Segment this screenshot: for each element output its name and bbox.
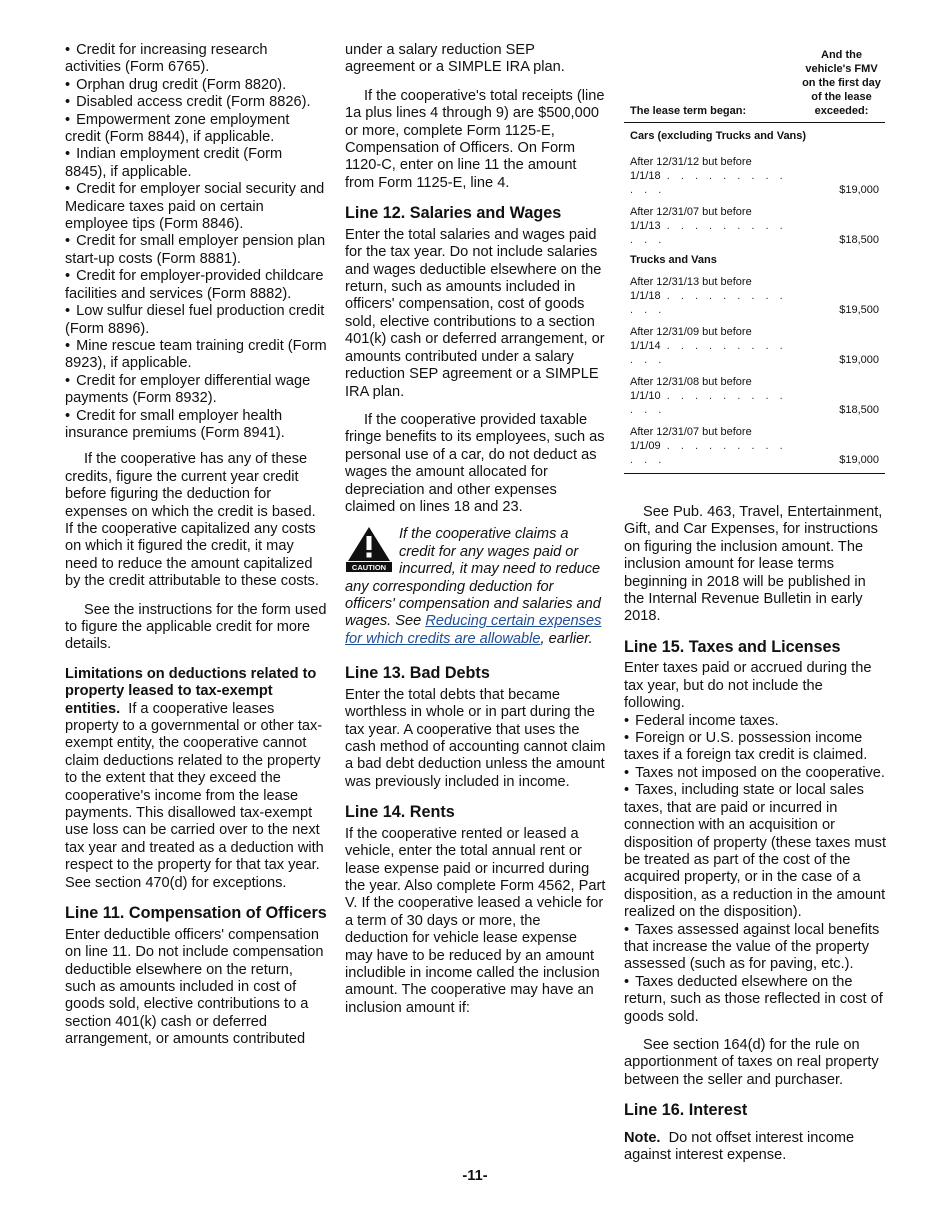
list-item: • Taxes not imposed on the cooperative. xyxy=(624,765,886,782)
caution-label: CAUTION xyxy=(351,563,387,573)
column-right xyxy=(624,48,886,1165)
table-row xyxy=(624,143,885,197)
list-item: • Credit for employer differential wage payments (Form 8932). xyxy=(65,373,327,408)
table-row xyxy=(624,197,885,247)
lease-end: 1/1/14 xyxy=(630,340,661,352)
list-item: • Credit for small employer health insurance premiums (Form 8941). xyxy=(65,408,327,443)
table-header-fmv: And the vehicle's FMV on the first day of the lease exceeded: xyxy=(802,49,881,117)
line12-heading: Line 12. Salaries and Wages xyxy=(345,204,562,223)
lease-end: 1/1/18 xyxy=(630,290,661,302)
line14-body: If the cooperative rented or leased a vehicle, enter the total annual rent or lease expense paid or incurred during the year. Also complete Form 4562, Part V. If the cooperative leased a vehicle for a term of 30 days or more, the deduction for vehicle lease expense may have to be reduced by an amount includible in income called the inclusion amount. The cooperative may have an inclusion amount if: xyxy=(345,825,606,1016)
table-header-lease-term: The lease term began: xyxy=(630,105,747,117)
caution-text-end: , earlier. xyxy=(540,630,593,647)
table-row xyxy=(624,267,885,317)
receipts-paragraph: If the cooperative's total receipts (line 1a plus lines 4 through 9) are $500,000 or more, complete Form 1125-E, Compensation of Officers. On Form 1120-C, enter on line 11 the amount from Form 1125-E, line 4. xyxy=(345,87,605,191)
fmv-value: $18,500 xyxy=(839,404,879,416)
section164-paragraph: See section 164(d) for the rule on apportionment of taxes on real property between the seller and purchaser. xyxy=(624,1036,879,1088)
lease-end: 1/1/09 xyxy=(630,440,661,452)
limitations-paragraph xyxy=(65,666,327,892)
lease-end: 1/1/10 xyxy=(630,390,661,402)
list-item: • Foreign or U.S. possession income taxes if a foreign tax credit is claimed. xyxy=(624,730,886,765)
lease-end: 1/1/13 xyxy=(630,220,661,232)
column-middle xyxy=(345,42,607,1017)
credit-bullet-list xyxy=(65,42,327,442)
continued-text: under a salary reduction SEP agreement or a SIMPLE IRA plan. xyxy=(345,42,565,76)
list-item: • Empowerment zone employment credit (Form 8844), if applicable. xyxy=(65,112,327,147)
limitations-heading: Limitations on deductions related to property leased to tax-exempt entities. xyxy=(65,665,317,717)
line11-body: Enter deductible officers' compensation on line 11. Do not include compensation deductible elsewhere on the return, such as amounts included in cost of goods sold, elective contributions to a section 401(k) cash or deferred arrangement, or amounts contributed xyxy=(65,926,324,1048)
note-text: Do not offset interest income against interest expense. xyxy=(624,1129,855,1164)
inclusion-amount-table xyxy=(624,48,885,474)
fmv-value: $19,500 xyxy=(839,304,879,316)
lease-start: After 12/31/12 but before xyxy=(630,156,752,168)
list-item: • Credit for small employer pension plan start-up costs (Form 8881). xyxy=(65,233,327,268)
table-row xyxy=(624,367,885,417)
list-item: • Taxes, including state or local sales taxes, that are paid or incurred in connection with an acquisition or disposition of property (these taxes must be treated as part of the cost of the acquired property, or in the case of a disposition, as a reduction in the amount realized on the disposition). xyxy=(624,782,886,921)
leader-dots: . . . . . . . . . . . . xyxy=(630,340,787,366)
lease-start: After 12/31/07 but before xyxy=(630,206,752,218)
limitations-body: If a cooperative leases property to a governmental or other tax-exempt entity, the cooperative cannot claim deductions related to the property to the extent that they exceed the cooperative's income from the lease payments. This disallowed tax-exempt use loss can be carried over to the next tax year and treated as a deduction with respect to the property for that tax year. See section 470(d) for exceptions. xyxy=(65,700,324,891)
lease-end: 1/1/18 xyxy=(630,170,661,182)
leader-dots: . . . . . . . . . . . . xyxy=(630,290,787,316)
line12-body: Enter the total salaries and wages paid for the tax year. Do not include salaries and wages deductible elsewhere on the return, such as amounts included in officers' compensation, cost of goods sold, elective contributions to a section 401(k) cash or deferred arrangement, or amounts contributed under a salary reduction SEP agreement or a SIMPLE IRA plan. xyxy=(345,226,605,400)
list-item: • Credit for increasing research activities (Form 6765). xyxy=(65,42,327,77)
caution-icon xyxy=(345,526,393,572)
fringe-paragraph: If the cooperative provided taxable fringe benefits to its employees, such as personal use of a car, do not deduct as wages the amount allocated for depreciation and other expenses claimed on lines 18 and 23. xyxy=(345,411,605,515)
page-number: -11- xyxy=(462,1168,488,1184)
table-row xyxy=(624,317,885,367)
list-item: • Taxes deducted elsewhere on the return, such as those reflected in cost of goods sold. xyxy=(624,974,886,1026)
fmv-value: $19,000 xyxy=(839,354,879,366)
table-group-label: Trucks and Vans xyxy=(630,254,717,266)
column-left xyxy=(65,42,327,1049)
line13-heading: Line 13. Bad Debts xyxy=(345,664,490,683)
lease-start: After 12/31/07 but before xyxy=(630,426,752,438)
credits-paragraph: If the cooperative has any of these credits, figure the current year credit before figuring the deduction for expenses on which the credit is based. If the cooperative capitalized any costs on which it figured the credit, it may need to reduce the amount capitalized by the credit attributable to these costs. xyxy=(65,451,319,590)
note-paragraph xyxy=(624,1130,886,1165)
lease-start: After 12/31/08 but before xyxy=(630,376,752,388)
caution-text: If the cooperative claims a credit for any wages paid or incurred, it may need to reduce any corresponding deduction for officers' compensation and salaries and wages. See xyxy=(345,526,601,630)
lease-start: After 12/31/13 but before xyxy=(630,276,752,288)
list-item: • Taxes assessed against local benefits that increase the value of the property assessed (such as for paving, etc.). xyxy=(624,922,886,974)
fmv-value: $18,500 xyxy=(839,234,879,246)
list-item: • Orphan drug credit (Form 8820). xyxy=(65,77,327,94)
list-item: • Federal income taxes. xyxy=(624,713,886,730)
list-item: • Disabled access credit (Form 8826). xyxy=(65,94,327,111)
line13-body: Enter the total debts that became worthless in whole or in part during the tax year. A cooperative that uses the cash method of accounting cannot claim a bad debt deduction unless the amount was previously included in income. xyxy=(345,686,606,790)
list-item: • Low sulfur diesel fuel production credit (Form 8896). xyxy=(65,303,327,338)
taxes-bullet-list xyxy=(624,713,886,1026)
line16-heading: Line 16. Interest xyxy=(624,1101,748,1120)
line15-body: Enter taxes paid or accrued during the tax year, but do not include the following. xyxy=(624,660,872,712)
pub463-paragraph: See Pub. 463, Travel, Entertainment, Gift, and Car Expenses, for instructions on figuring the inclusion amount. The inclusion amount for lease terms beginning in 2018 will be published in the Internal Revenue Bulletin in early 2018. xyxy=(624,504,883,625)
table-group-label: Cars (excluding Trucks and Vans) xyxy=(630,130,807,142)
line11-heading: Line 11. Compensation of Officers xyxy=(65,904,327,923)
reducing-expenses-link[interactable]: Reducing certain expenses for which credits are allowable xyxy=(345,613,602,647)
list-item: • Credit for employer social security and Medicare taxes paid on certain employee tips (Form 8846). xyxy=(65,181,327,233)
list-item: • Mine rescue team training credit (Form 8923), if applicable. xyxy=(65,338,327,373)
fmv-value: $19,000 xyxy=(839,184,879,196)
instructions-paragraph: See the instructions for the form used to figure the applicable credit for more details. xyxy=(65,601,327,653)
lease-start: After 12/31/09 but before xyxy=(630,326,752,338)
table-row xyxy=(624,417,885,474)
caution-note xyxy=(345,526,607,648)
line15-heading: Line 15. Taxes and Licenses xyxy=(624,637,841,656)
leader-dots: . . . . . . . . . . . . xyxy=(630,220,787,246)
fmv-value: $19,000 xyxy=(839,454,879,466)
note-label: Note. xyxy=(624,1129,661,1146)
list-item: • Indian employment credit (Form 8845), if applicable. xyxy=(65,146,327,181)
list-item: • Credit for employer-provided childcare facilities and services (Form 8882). xyxy=(65,268,327,303)
leader-dots: . . . . . . . . . . . . xyxy=(630,440,787,466)
leader-dots: . . . . . . . . . . . . xyxy=(630,170,787,196)
line14-heading: Line 14. Rents xyxy=(345,803,455,822)
leader-dots: . . . . . . . . . . . . xyxy=(630,390,787,416)
